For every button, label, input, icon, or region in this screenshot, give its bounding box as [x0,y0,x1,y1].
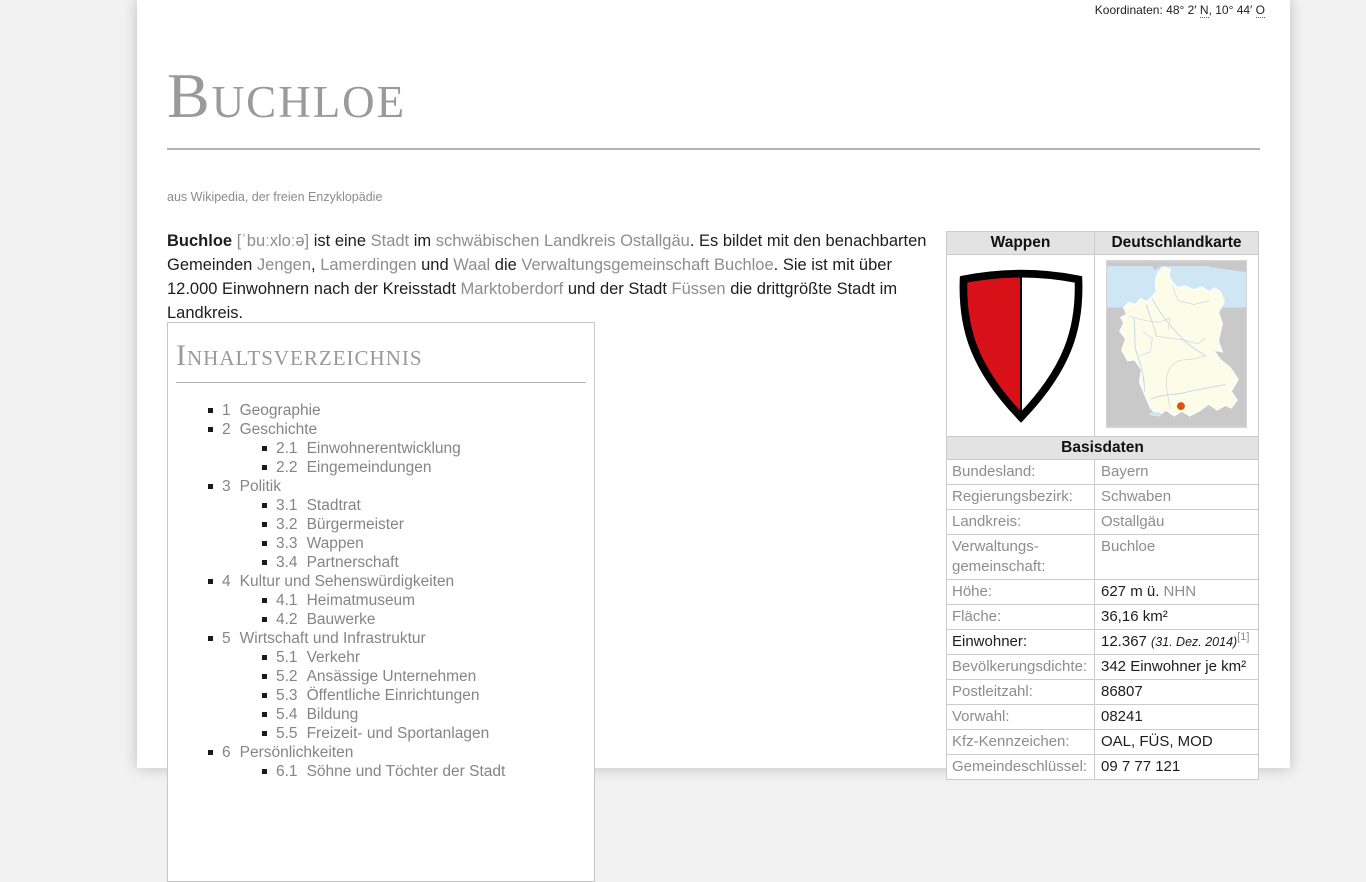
toc-item-2[interactable] [176,420,586,439]
infobox-row [947,630,1259,655]
toc-item-2-2[interactable] [176,458,586,477]
text-segment: die [490,256,522,274]
toc-item-3[interactable] [176,477,586,496]
value-text: 09 7 77 121 [1101,758,1181,775]
text-segment: ist eine [309,232,371,250]
infobox-value [1095,630,1259,655]
infobox-label[interactable]: Landkreis: [947,510,1095,535]
toc-item-label: Söhne und Töchter der Stadt [306,763,506,780]
text-segment: die drittgrößte Stadt im Landkreis. [167,280,898,322]
toc-item-5-1[interactable] [176,648,586,667]
coat-of-arms-svg [954,262,1088,425]
inline-link[interactable]: Ostallgäu [1101,513,1165,530]
toc-item-5-5[interactable] [176,724,586,743]
title-divider [167,148,1260,150]
toc-item-1[interactable] [176,401,586,420]
toc-item-4-2[interactable] [176,610,586,629]
infobox-row [947,510,1259,535]
wappen-header: Wappen [947,232,1095,255]
toc-item-label: Wirtschaft und Infrastruktur [239,630,426,647]
toc-item-5-4[interactable] [176,705,586,724]
infobox-label[interactable]: Regierungsbezirk: [947,485,1095,510]
infobox-value [1095,730,1259,755]
toc-item-number: 3.3 [276,535,298,552]
toc-item-number: 2 [222,421,231,438]
wappen-cell [947,255,1095,437]
inline-link[interactable]: Waal [453,256,491,274]
inline-link[interactable]: Füssen [671,280,726,298]
inline-link[interactable]: NHN [1163,583,1197,600]
infobox-image-header-row [947,232,1259,255]
text-segment: im [409,232,436,250]
longitude-abbr: O [1255,3,1265,17]
toc-item-label: Geschichte [239,421,318,438]
coordinates-text: Koordinaten: 48° 2′ [1094,3,1200,17]
latitude-abbr: N [1199,3,1209,17]
toc-item-3-4[interactable] [176,553,586,572]
toc-item-number: 6 [222,744,231,761]
text-segment: Buchloe [167,232,233,250]
toc-title: Inhaltsverzeichnis [176,337,586,383]
toc-item-label: Bildung [306,706,359,723]
germany-locator-map[interactable] [1106,260,1247,428]
map-header: Deutschlandkarte [1095,232,1259,255]
location-marker [1177,402,1185,410]
toc-item-label: Einwohnerentwicklung [306,440,461,457]
infobox-image-row [947,255,1259,437]
toc-item-number: 3.1 [276,497,298,514]
inline-link[interactable]: Verwaltungsgemeinschaft Buchloe [521,256,774,274]
inline-link[interactable]: Lamerdingen [320,256,417,274]
toc-item-label: Verkehr [306,649,360,666]
infobox-value [1095,605,1259,630]
reference-link[interactable]: [1] [1237,631,1250,643]
inline-link[interactable]: Marktoberdorf [460,280,564,298]
text-segment: , [311,256,321,274]
value-text: 86807 [1101,683,1143,700]
toc-item-number: 4 [222,573,231,590]
toc-item-5[interactable] [176,629,586,648]
toc-item-5-3[interactable] [176,686,586,705]
inline-link[interactable]: Stadt [370,232,410,250]
toc-item-label: Bürgermeister [306,516,404,533]
article-page [137,0,1290,780]
toc-item-3-3[interactable] [176,534,586,553]
toc-item-label: Kultur und Sehenswürdigkeiten [239,573,455,590]
toc-item-5-2[interactable] [176,667,586,686]
value-text: (31. Dez. 2014) [1151,635,1238,649]
infobox-label[interactable]: Kfz-Kennzeichen: [947,730,1095,755]
value-text: 12.367 [1101,633,1152,650]
lake-constance [1149,412,1161,416]
toc-item-number: 6.1 [276,763,298,780]
infobox-row [947,605,1259,630]
infobox-row [947,705,1259,730]
toc-item-2-1[interactable] [176,439,586,458]
infobox-value [1095,705,1259,730]
toc-item-label: Öffentliche Einrichtungen [306,687,480,704]
infobox-value [1095,460,1259,485]
infobox-label[interactable]: Postleitzahl: [947,680,1095,705]
basisdaten-header: Basisdaten [947,437,1259,460]
inline-link[interactable]: Landkreis Ostallgäu [543,232,690,250]
value-text: 08241 [1101,708,1143,725]
infobox-label[interactable]: Bundesland: [947,460,1095,485]
map-cell [1095,255,1259,437]
inline-link[interactable]: Jengen [256,256,312,274]
infobox-label[interactable]: Höhe: [947,580,1095,605]
toc-item-4-1[interactable] [176,591,586,610]
toc-item-number: 4.1 [276,592,298,609]
table-of-contents [167,322,595,882]
infobox-row [947,485,1259,510]
infobox-value [1095,680,1259,705]
toc-item-number: 5.1 [276,649,298,666]
toc-item-label: Geographie [239,402,321,419]
toc-item-label: Eingemeindungen [306,459,432,476]
inline-link[interactable]: Schwaben [1101,488,1172,505]
toc-list [176,401,586,781]
toc-item-label: Persönlichkeiten [239,744,354,761]
infobox-label[interactable]: Vorwahl: [947,705,1095,730]
infobox-value [1095,535,1259,580]
coordinates-text: , 10° 44′ [1208,3,1256,17]
toc-item-number: 3.2 [276,516,298,533]
value-text: 342 Einwohner je km² [1101,658,1247,675]
infobox-row [947,460,1259,485]
infobox-row [947,755,1259,780]
inline-link[interactable]: [ˈbuːxloːə] [236,232,310,250]
intro-paragraph [167,229,932,325]
page-title: Buchloe [167,60,407,131]
text-segment: . Sie ist mit über 12.000 Einwohnern nach der Kreisstadt [167,256,892,298]
coordinates-link[interactable] [1095,3,1265,17]
toc-item-number: 1 [222,402,231,419]
infobox-label[interactable]: Bevölkerungsdichte: [947,655,1095,680]
toc-item-number: 5 [222,630,231,647]
infobox-row [947,580,1259,605]
toc-item-number: 5.3 [276,687,298,704]
toc-item-number: 2.2 [276,459,298,476]
infobox-row [947,535,1259,580]
text-segment: und der Stadt [563,280,672,298]
toc-item-4[interactable] [176,572,586,591]
infobox [946,231,1259,780]
toc-item-6-1[interactable] [176,762,586,781]
toc-item-label: Freizeit- und Sportanlagen [306,725,490,742]
infobox-row [947,680,1259,705]
toc-item-label: Heimatmuseum [306,592,416,609]
coat-of-arms-image[interactable] [954,262,1088,425]
toc-item-label: Bauwerke [306,611,376,628]
toc-item-number: 5.4 [276,706,298,723]
toc-item-label: Ansässige Unternehmen [306,668,477,685]
infobox-value [1095,510,1259,535]
toc-item-3-1[interactable] [176,496,586,515]
inline-link[interactable]: schwäbischen [435,232,540,250]
toc-item-label: Politik [239,478,281,495]
toc-item-6[interactable] [176,743,586,762]
infobox-value [1095,580,1259,605]
toc-item-number: 5.5 [276,725,298,742]
toc-item-number: 5.2 [276,668,298,685]
germany-map-svg [1107,261,1246,427]
infobox-value [1095,485,1259,510]
infobox-value [1095,655,1259,680]
toc-item-number: 4.2 [276,611,298,628]
infobox-label: Einwohner: [947,630,1095,655]
toc-item-3-2[interactable] [176,515,586,534]
value-text: 627 m ü. [1101,583,1164,600]
text-segment: und [416,256,454,274]
infobox-row [947,730,1259,755]
infobox-label[interactable]: Gemeindeschlüssel: [947,755,1095,780]
infobox-label[interactable]: Verwaltungs-gemeinschaft: [947,535,1095,580]
inline-link[interactable]: Buchloe [1101,538,1156,555]
toc-item-label: Partnerschaft [306,554,399,571]
infobox-label[interactable]: Fläche: [947,605,1095,630]
value-text: 36,16 km² [1101,608,1168,625]
toc-item-label: Stadtrat [306,497,361,514]
toc-item-number: 2.1 [276,440,298,457]
toc-item-number: 3.4 [276,554,298,571]
toc-item-label: Wappen [306,535,364,552]
value-text: OAL, FÜS, MOD [1101,733,1213,750]
inline-link[interactable]: Bayern [1101,463,1149,480]
infobox-value [1095,755,1259,780]
infobox-rows [947,460,1259,780]
toc-item-number: 3 [222,478,231,495]
basisdaten-header-row [947,437,1259,460]
infobox-row [947,655,1259,680]
site-tagline: aus Wikipedia, der freien Enzyklopädie [167,190,383,204]
text-segment: . Es bildet mit den benachbarten Gemeinden [167,232,927,274]
